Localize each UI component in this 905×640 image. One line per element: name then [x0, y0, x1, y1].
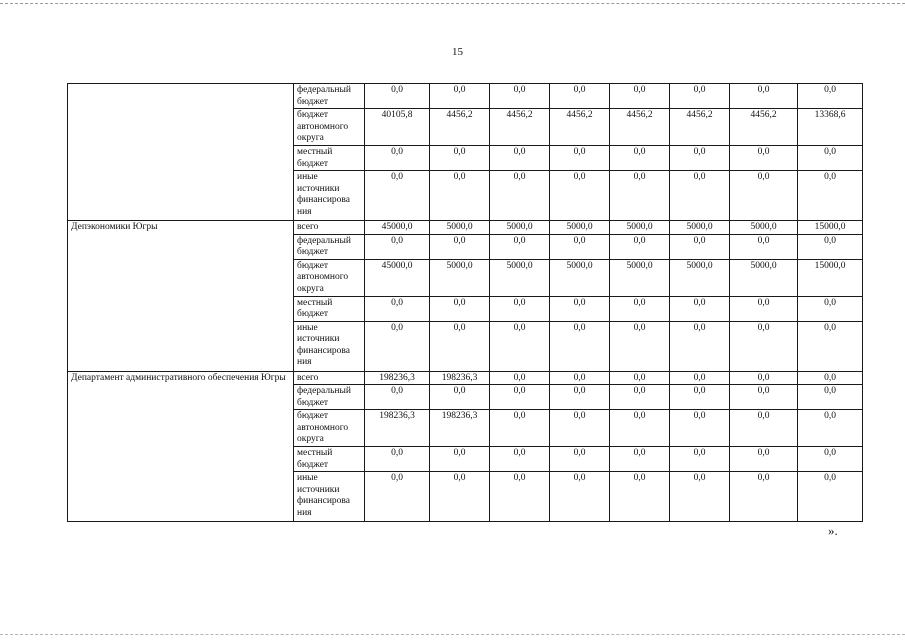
value-cell: 0,0	[430, 447, 490, 472]
value-cell: 0,0	[670, 296, 730, 321]
value-cell: 0,0	[490, 447, 550, 472]
value-cell: 13368,6	[798, 109, 863, 146]
value-cell: 0,0	[798, 234, 863, 259]
funding-source-cell: федеральный бюджет	[294, 234, 365, 259]
organization-cell: Департамент административного обеспечения Югры	[68, 371, 294, 522]
value-cell: 198236,3	[430, 371, 490, 385]
value-cell: 0,0	[490, 371, 550, 385]
value-cell: 0,0	[610, 84, 670, 109]
value-cell: 0,0	[550, 296, 610, 321]
value-cell: 0,0	[730, 171, 798, 221]
value-cell: 0,0	[730, 234, 798, 259]
value-cell: 0,0	[798, 146, 863, 171]
value-cell: 4456,2	[490, 109, 550, 146]
value-cell: 40105,8	[365, 109, 430, 146]
funding-source-cell: местный бюджет	[294, 146, 365, 171]
value-cell: 0,0	[730, 321, 798, 371]
funding-source-cell: местный бюджет	[294, 447, 365, 472]
value-cell: 0,0	[730, 84, 798, 109]
value-cell: 0,0	[490, 84, 550, 109]
value-cell: 0,0	[670, 234, 730, 259]
closing-quote: ».	[828, 523, 838, 538]
value-cell: 4456,2	[610, 109, 670, 146]
value-cell: 198236,3	[365, 371, 430, 385]
value-cell: 0,0	[490, 146, 550, 171]
value-cell: 0,0	[550, 371, 610, 385]
value-cell: 0,0	[798, 385, 863, 410]
funding-source-cell: бюджет автономного округа	[294, 109, 365, 146]
value-cell: 0,0	[730, 447, 798, 472]
value-cell: 4456,2	[430, 109, 490, 146]
value-cell: 0,0	[610, 146, 670, 171]
value-cell: 5000,0	[670, 221, 730, 235]
value-cell: 5000,0	[730, 259, 798, 296]
value-cell: 0,0	[670, 447, 730, 472]
value-cell: 0,0	[730, 472, 798, 522]
value-cell: 0,0	[365, 472, 430, 522]
value-cell: 5000,0	[490, 259, 550, 296]
organization-cell: Депэкономики Югры	[68, 221, 294, 372]
value-cell: 0,0	[490, 472, 550, 522]
value-cell: 0,0	[365, 234, 430, 259]
value-cell: 0,0	[365, 171, 430, 221]
value-cell: 0,0	[730, 296, 798, 321]
value-cell: 5000,0	[670, 259, 730, 296]
value-cell: 0,0	[670, 410, 730, 447]
value-cell: 5000,0	[430, 259, 490, 296]
value-cell: 0,0	[490, 296, 550, 321]
value-cell: 0,0	[550, 321, 610, 371]
value-cell: 198236,3	[365, 410, 430, 447]
value-cell: 0,0	[670, 371, 730, 385]
value-cell: 0,0	[490, 410, 550, 447]
value-cell: 0,0	[798, 171, 863, 221]
value-cell: 5000,0	[610, 221, 670, 235]
value-cell: 0,0	[430, 385, 490, 410]
scan-edge-bottom	[0, 634, 905, 635]
funding-source-cell: всего	[294, 371, 365, 385]
value-cell: 0,0	[670, 321, 730, 371]
value-cell: 0,0	[798, 447, 863, 472]
value-cell: 0,0	[798, 371, 863, 385]
funding-source-cell: иные источники финансирова ния	[294, 472, 365, 522]
value-cell: 198236,3	[430, 410, 490, 447]
value-cell: 45000,0	[365, 259, 430, 296]
value-cell: 0,0	[490, 321, 550, 371]
budget-table-body	[68, 84, 863, 522]
value-cell: 0,0	[610, 472, 670, 522]
funding-source-cell: всего	[294, 221, 365, 235]
value-cell: 0,0	[730, 385, 798, 410]
value-cell: 0,0	[670, 84, 730, 109]
value-cell: 0,0	[430, 296, 490, 321]
value-cell: 0,0	[365, 296, 430, 321]
table-row	[68, 221, 863, 235]
value-cell: 0,0	[550, 472, 610, 522]
value-cell: 0,0	[670, 146, 730, 171]
value-cell: 0,0	[730, 371, 798, 385]
funding-source-cell: федеральный бюджет	[294, 385, 365, 410]
value-cell: 0,0	[730, 146, 798, 171]
value-cell: 15000,0	[798, 259, 863, 296]
value-cell: 0,0	[550, 385, 610, 410]
value-cell: 0,0	[550, 171, 610, 221]
value-cell: 0,0	[550, 447, 610, 472]
funding-source-cell: бюджет автономного округа	[294, 410, 365, 447]
value-cell: 0,0	[430, 146, 490, 171]
value-cell: 0,0	[430, 321, 490, 371]
budget-table	[67, 83, 863, 522]
value-cell: 0,0	[365, 146, 430, 171]
value-cell: 0,0	[550, 146, 610, 171]
value-cell: 0,0	[798, 410, 863, 447]
funding-source-cell: иные источники финансирова ния	[294, 171, 365, 221]
value-cell: 0,0	[798, 472, 863, 522]
value-cell: 0,0	[610, 296, 670, 321]
value-cell: 0,0	[610, 371, 670, 385]
value-cell: 4456,2	[550, 109, 610, 146]
value-cell: 0,0	[798, 321, 863, 371]
funding-source-cell: иные источники финансирова ния	[294, 321, 365, 371]
funding-source-cell: федеральный бюджет	[294, 84, 365, 109]
value-cell: 45000,0	[365, 221, 430, 235]
value-cell: 5000,0	[550, 259, 610, 296]
value-cell: 0,0	[365, 447, 430, 472]
value-cell: 15000,0	[798, 221, 863, 235]
value-cell: 0,0	[550, 410, 610, 447]
value-cell: 0,0	[670, 385, 730, 410]
value-cell: 0,0	[490, 171, 550, 221]
table-row	[68, 84, 863, 109]
value-cell: 0,0	[670, 171, 730, 221]
value-cell: 0,0	[365, 84, 430, 109]
value-cell: 0,0	[670, 472, 730, 522]
value-cell: 0,0	[730, 410, 798, 447]
value-cell: 0,0	[798, 84, 863, 109]
value-cell: 0,0	[365, 321, 430, 371]
scan-edge-top	[0, 3, 905, 4]
value-cell: 0,0	[550, 84, 610, 109]
organization-cell	[68, 84, 294, 221]
value-cell: 0,0	[610, 321, 670, 371]
value-cell: 0,0	[490, 234, 550, 259]
page-number: 15	[452, 46, 463, 58]
value-cell: 5000,0	[610, 259, 670, 296]
value-cell: 0,0	[430, 234, 490, 259]
value-cell: 5000,0	[490, 221, 550, 235]
funding-source-cell: бюджет автономного округа	[294, 259, 365, 296]
value-cell: 0,0	[430, 84, 490, 109]
value-cell: 0,0	[430, 171, 490, 221]
value-cell: 0,0	[610, 385, 670, 410]
funding-source-cell: местный бюджет	[294, 296, 365, 321]
value-cell: 5000,0	[430, 221, 490, 235]
table-row	[68, 371, 863, 385]
value-cell: 0,0	[550, 234, 610, 259]
value-cell: 4456,2	[670, 109, 730, 146]
value-cell: 0,0	[610, 410, 670, 447]
value-cell: 0,0	[610, 171, 670, 221]
value-cell: 0,0	[798, 296, 863, 321]
value-cell: 5000,0	[550, 221, 610, 235]
value-cell: 0,0	[430, 472, 490, 522]
value-cell: 0,0	[490, 385, 550, 410]
value-cell: 0,0	[610, 447, 670, 472]
value-cell: 0,0	[365, 385, 430, 410]
value-cell: 4456,2	[730, 109, 798, 146]
value-cell: 0,0	[610, 234, 670, 259]
value-cell: 5000,0	[730, 221, 798, 235]
